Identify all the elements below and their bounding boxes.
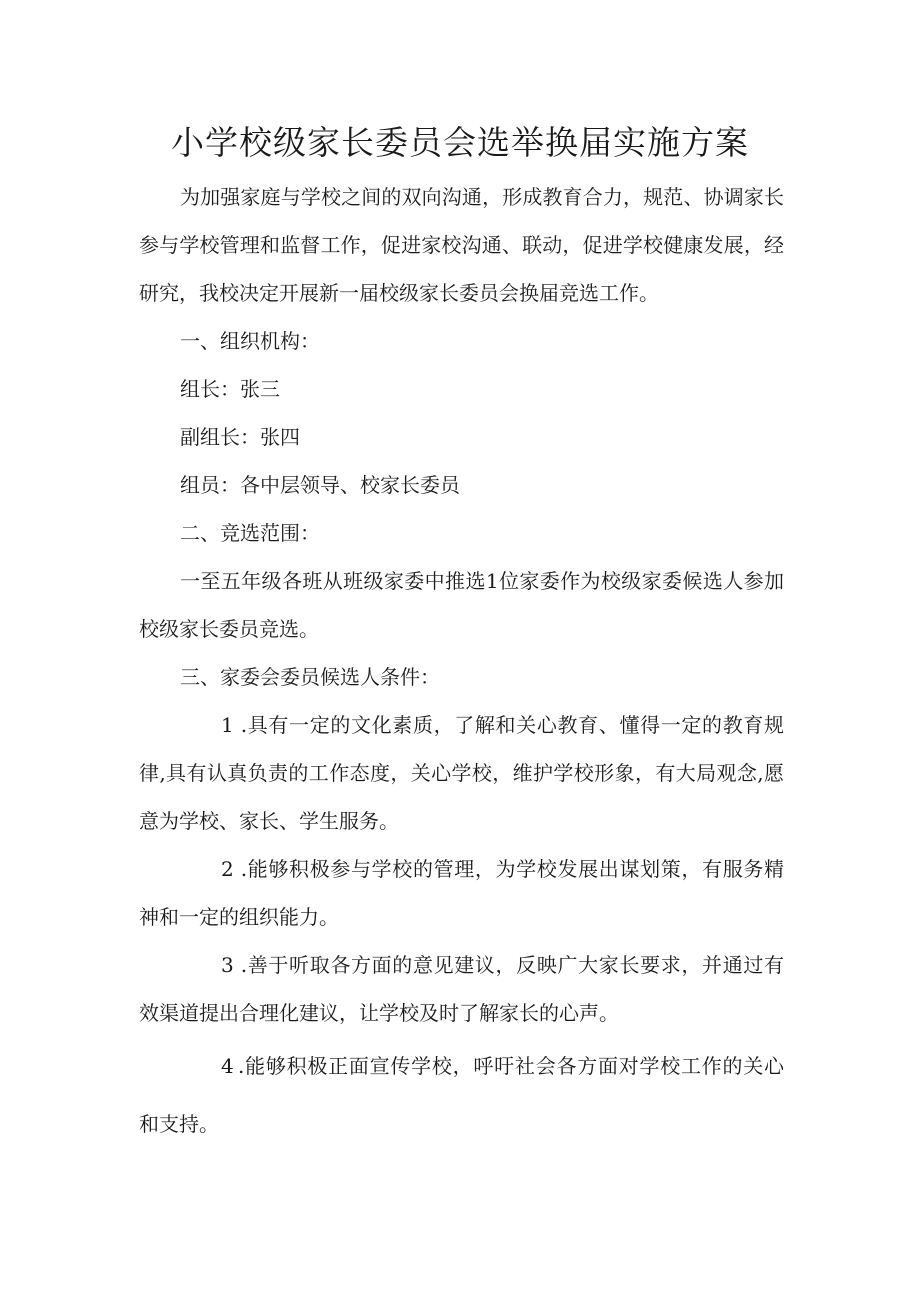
condition-item-1: [139, 701, 784, 845]
condition-number: 4: [221, 1054, 234, 1078]
condition-item-3: [139, 941, 784, 1037]
condition-text: .能够积极参与学校的管理，为学校发展出谋划策，有服务精神和一定的组织能力。: [139, 857, 785, 929]
condition-text: .具有一定的文化素质，了解和关心教育、懂得一定的教育规律,具有认真负责的工作态度，关心学校，维护学校形象，有大局观念,愿意为学校、家长、学生服务。: [139, 713, 785, 833]
scope-paragraph: 一至五年级各班从班级家委中推选1位家委作为校级家委候选人参加校级家长委员竞选。: [139, 569, 784, 641]
deputy-leader-line: 副组长：张四: [180, 425, 300, 449]
members-line: 组员：各中层领导、校家长委员: [180, 473, 460, 497]
condition-item-4: [139, 1037, 784, 1153]
condition-number: 3: [221, 953, 234, 977]
condition-number: 2: [221, 857, 234, 881]
section-heading-organization: 一、组织机构：: [180, 329, 320, 353]
section-heading-scope: 二、竞选范围：: [180, 521, 320, 545]
condition-text: .能够积极正面宣传学校，呼吁社会各方面对学校工作的关心和支持。: [139, 1054, 784, 1136]
section-heading-conditions: 三、家委会委员候选人条件：: [180, 665, 440, 689]
condition-text: .善于听取各方面的意见建议，反映广大家长要求，并通过有效渠道提出合理化建议，让学校及时了解家长的心声。: [139, 953, 785, 1025]
leader-line: 组长：张三: [180, 377, 280, 401]
intro-paragraph: 为加强家庭与学校之间的双向沟通，形成教育合力，规范、协调家长参与学校管理和监督工作，促进家校沟通、联动，促进学校健康发展，经研究，我校决定开展新一届校级家长委员会换届竞选工作。: [139, 185, 784, 305]
document-title: 小学校级家长委员会选举换届实施方案: [171, 123, 749, 162]
condition-item-2: [139, 845, 784, 941]
condition-number: 1: [221, 713, 234, 737]
